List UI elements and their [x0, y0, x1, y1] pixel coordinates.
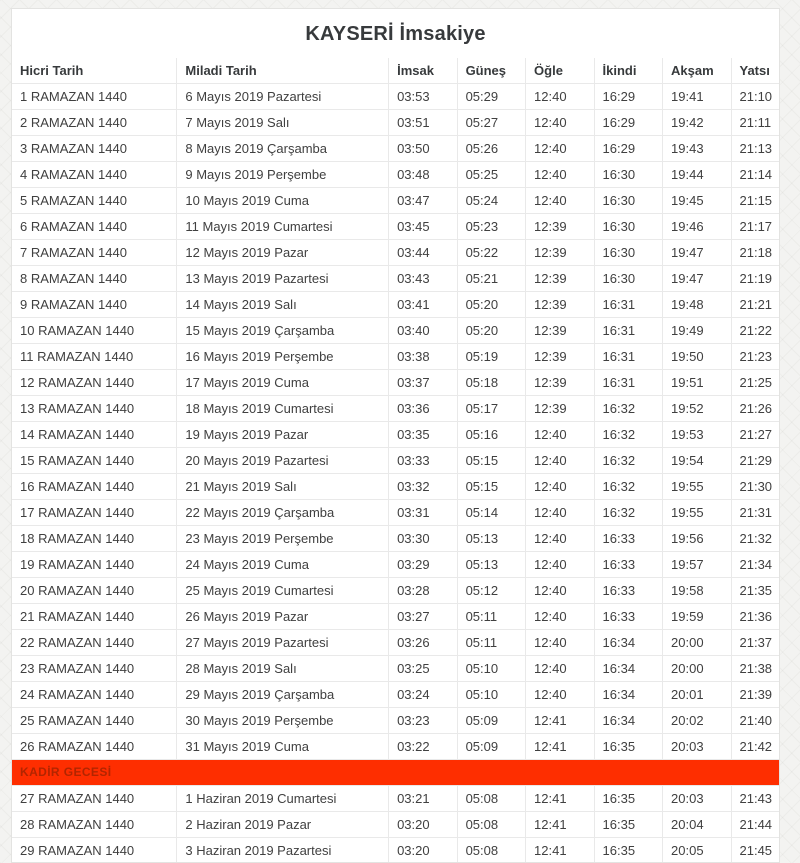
cell-yatsi: 21:11	[731, 110, 779, 136]
table-row	[12, 448, 779, 474]
cell-aksam: 19:42	[663, 110, 731, 136]
cell-ikindi: 16:35	[594, 734, 662, 760]
cell-hicri-tarih: 10 RAMAZAN 1440	[12, 318, 177, 344]
cell-aksam: 19:49	[663, 318, 731, 344]
cell-hicri-tarih: 14 RAMAZAN 1440	[12, 422, 177, 448]
table-row	[12, 318, 779, 344]
column-header-imsak: İmsak	[389, 58, 457, 84]
cell-imsak: 03:40	[389, 318, 457, 344]
cell-hicri-tarih: 17 RAMAZAN 1440	[12, 500, 177, 526]
cell-aksam: 20:03	[663, 734, 731, 760]
cell-ikindi: 16:30	[594, 266, 662, 292]
cell-ikindi: 16:29	[594, 110, 662, 136]
table-row	[12, 292, 779, 318]
cell-yatsi: 21:21	[731, 292, 779, 318]
cell-miladi-tarih: 14 Mayıs 2019 Salı	[177, 292, 389, 318]
cell-aksam: 19:58	[663, 578, 731, 604]
cell-ogle: 12:39	[526, 396, 594, 422]
cell-hicri-tarih: 16 RAMAZAN 1440	[12, 474, 177, 500]
cell-ogle: 12:40	[526, 188, 594, 214]
cell-miladi-tarih: 21 Mayıs 2019 Salı	[177, 474, 389, 500]
cell-miladi-tarih: 16 Mayıs 2019 Perşembe	[177, 344, 389, 370]
cell-ogle: 12:41	[526, 734, 594, 760]
table-row	[12, 656, 779, 682]
cell-aksam: 19:44	[663, 162, 731, 188]
cell-ikindi: 16:35	[594, 838, 662, 863]
cell-ikindi: 16:34	[594, 682, 662, 708]
cell-imsak: 03:51	[389, 110, 457, 136]
cell-imsak: 03:31	[389, 500, 457, 526]
cell-yatsi: 21:40	[731, 708, 779, 734]
cell-aksam: 19:43	[663, 136, 731, 162]
cell-ikindi: 16:30	[594, 240, 662, 266]
cell-yatsi: 21:34	[731, 552, 779, 578]
cell-miladi-tarih: 12 Mayıs 2019 Pazar	[177, 240, 389, 266]
cell-gunes: 05:21	[457, 266, 525, 292]
cell-gunes: 05:12	[457, 578, 525, 604]
cell-gunes: 05:08	[457, 786, 525, 812]
cell-ikindi: 16:29	[594, 84, 662, 110]
cell-gunes: 05:24	[457, 188, 525, 214]
cell-gunes: 05:15	[457, 448, 525, 474]
table-row	[12, 604, 779, 630]
cell-gunes: 05:14	[457, 500, 525, 526]
cell-gunes: 05:20	[457, 292, 525, 318]
column-header-aksam: Akşam	[663, 58, 731, 84]
cell-hicri-tarih: 1 RAMAZAN 1440	[12, 84, 177, 110]
cell-imsak: 03:53	[389, 84, 457, 110]
table-header-row	[12, 58, 779, 84]
cell-ogle: 12:40	[526, 474, 594, 500]
cell-ikindi: 16:32	[594, 474, 662, 500]
cell-imsak: 03:33	[389, 448, 457, 474]
cell-imsak: 03:22	[389, 734, 457, 760]
cell-ogle: 12:39	[526, 240, 594, 266]
cell-imsak: 03:25	[389, 656, 457, 682]
cell-gunes: 05:09	[457, 708, 525, 734]
cell-imsak: 03:37	[389, 370, 457, 396]
cell-hicri-tarih: 3 RAMAZAN 1440	[12, 136, 177, 162]
cell-yatsi: 21:39	[731, 682, 779, 708]
cell-yatsi: 21:37	[731, 630, 779, 656]
cell-gunes: 05:11	[457, 630, 525, 656]
cell-ogle: 12:41	[526, 812, 594, 838]
cell-hicri-tarih: 25 RAMAZAN 1440	[12, 708, 177, 734]
cell-ikindi: 16:32	[594, 422, 662, 448]
cell-imsak: 03:45	[389, 214, 457, 240]
cell-miladi-tarih: 3 Haziran 2019 Pazartesi	[177, 838, 389, 863]
cell-hicri-tarih: 4 RAMAZAN 1440	[12, 162, 177, 188]
cell-imsak: 03:20	[389, 812, 457, 838]
kadir-gecesi-banner-row	[12, 760, 779, 786]
cell-imsak: 03:29	[389, 552, 457, 578]
cell-yatsi: 21:31	[731, 500, 779, 526]
cell-miladi-tarih: 24 Mayıs 2019 Cuma	[177, 552, 389, 578]
column-header-ogle: Öğle	[526, 58, 594, 84]
cell-miladi-tarih: 13 Mayıs 2019 Pazartesi	[177, 266, 389, 292]
cell-yatsi: 21:35	[731, 578, 779, 604]
cell-aksam: 19:46	[663, 214, 731, 240]
cell-gunes: 05:25	[457, 162, 525, 188]
cell-miladi-tarih: 20 Mayıs 2019 Pazartesi	[177, 448, 389, 474]
cell-aksam: 19:41	[663, 84, 731, 110]
cell-yatsi: 21:30	[731, 474, 779, 500]
cell-imsak: 03:35	[389, 422, 457, 448]
cell-yatsi: 21:27	[731, 422, 779, 448]
cell-gunes: 05:10	[457, 682, 525, 708]
cell-ogle: 12:40	[526, 656, 594, 682]
cell-ogle: 12:40	[526, 682, 594, 708]
column-header-gunes: Güneş	[457, 58, 525, 84]
cell-hicri-tarih: 6 RAMAZAN 1440	[12, 214, 177, 240]
table-row	[12, 838, 779, 863]
table-row	[12, 84, 779, 110]
cell-aksam: 19:51	[663, 370, 731, 396]
cell-imsak: 03:47	[389, 188, 457, 214]
cell-yatsi: 21:13	[731, 136, 779, 162]
cell-miladi-tarih: 18 Mayıs 2019 Cumartesi	[177, 396, 389, 422]
cell-yatsi: 21:22	[731, 318, 779, 344]
cell-ogle: 12:41	[526, 708, 594, 734]
table-row	[12, 240, 779, 266]
cell-miladi-tarih: 7 Mayıs 2019 Salı	[177, 110, 389, 136]
cell-ogle: 12:41	[526, 786, 594, 812]
cell-aksam: 19:52	[663, 396, 731, 422]
cell-miladi-tarih: 6 Mayıs 2019 Pazartesi	[177, 84, 389, 110]
table-row	[12, 396, 779, 422]
cell-aksam: 19:48	[663, 292, 731, 318]
cell-miladi-tarih: 15 Mayıs 2019 Çarşamba	[177, 318, 389, 344]
cell-imsak: 03:43	[389, 266, 457, 292]
table-row	[12, 734, 779, 760]
cell-aksam: 19:45	[663, 188, 731, 214]
cell-yatsi: 21:29	[731, 448, 779, 474]
cell-ikindi: 16:35	[594, 812, 662, 838]
table-row	[12, 682, 779, 708]
cell-hicri-tarih: 22 RAMAZAN 1440	[12, 630, 177, 656]
cell-yatsi: 21:25	[731, 370, 779, 396]
cell-aksam: 20:03	[663, 786, 731, 812]
cell-miladi-tarih: 1 Haziran 2019 Cumartesi	[177, 786, 389, 812]
cell-ogle: 12:40	[526, 136, 594, 162]
table-row	[12, 110, 779, 136]
cell-ogle: 12:40	[526, 604, 594, 630]
cell-gunes: 05:11	[457, 604, 525, 630]
cell-imsak: 03:30	[389, 526, 457, 552]
cell-aksam: 20:05	[663, 838, 731, 863]
cell-hicri-tarih: 28 RAMAZAN 1440	[12, 812, 177, 838]
cell-imsak: 03:41	[389, 292, 457, 318]
cell-ogle: 12:39	[526, 266, 594, 292]
table-row	[12, 786, 779, 812]
cell-ikindi: 16:31	[594, 318, 662, 344]
cell-yatsi: 21:14	[731, 162, 779, 188]
cell-imsak: 03:23	[389, 708, 457, 734]
cell-ogle: 12:40	[526, 84, 594, 110]
cell-yatsi: 21:18	[731, 240, 779, 266]
cell-yatsi: 21:10	[731, 84, 779, 110]
cell-ikindi: 16:29	[594, 136, 662, 162]
cell-gunes: 05:13	[457, 526, 525, 552]
cell-ogle: 12:40	[526, 448, 594, 474]
cell-gunes: 05:08	[457, 838, 525, 863]
cell-aksam: 20:00	[663, 630, 731, 656]
cell-ogle: 12:40	[526, 552, 594, 578]
table-row	[12, 526, 779, 552]
cell-imsak: 03:50	[389, 136, 457, 162]
table-row	[12, 578, 779, 604]
cell-ikindi: 16:31	[594, 370, 662, 396]
cell-aksam: 19:47	[663, 240, 731, 266]
table-row	[12, 552, 779, 578]
cell-ogle: 12:40	[526, 162, 594, 188]
cell-gunes: 05:29	[457, 84, 525, 110]
cell-yatsi: 21:23	[731, 344, 779, 370]
table-row	[12, 708, 779, 734]
cell-hicri-tarih: 7 RAMAZAN 1440	[12, 240, 177, 266]
cell-miladi-tarih: 10 Mayıs 2019 Cuma	[177, 188, 389, 214]
cell-hicri-tarih: 2 RAMAZAN 1440	[12, 110, 177, 136]
cell-ikindi: 16:32	[594, 500, 662, 526]
cell-ikindi: 16:33	[594, 578, 662, 604]
cell-gunes: 05:09	[457, 734, 525, 760]
cell-aksam: 19:55	[663, 474, 731, 500]
cell-miladi-tarih: 31 Mayıs 2019 Cuma	[177, 734, 389, 760]
cell-yatsi: 21:44	[731, 812, 779, 838]
cell-ikindi: 16:33	[594, 552, 662, 578]
cell-aksam: 19:55	[663, 500, 731, 526]
cell-miladi-tarih: 25 Mayıs 2019 Cumartesi	[177, 578, 389, 604]
cell-aksam: 20:02	[663, 708, 731, 734]
kadir-gecesi-banner: KADİR GECESİ	[12, 760, 779, 786]
cell-imsak: 03:24	[389, 682, 457, 708]
cell-imsak: 03:27	[389, 604, 457, 630]
cell-hicri-tarih: 13 RAMAZAN 1440	[12, 396, 177, 422]
cell-imsak: 03:20	[389, 838, 457, 863]
cell-aksam: 20:04	[663, 812, 731, 838]
imsakiye-card	[11, 8, 780, 863]
cell-gunes: 05:10	[457, 656, 525, 682]
cell-ogle: 12:39	[526, 344, 594, 370]
table-row	[12, 188, 779, 214]
cell-ogle: 12:40	[526, 422, 594, 448]
column-header-yatsi: Yatsı	[731, 58, 779, 84]
cell-ogle: 12:40	[526, 578, 594, 604]
table-row	[12, 370, 779, 396]
column-header-hicri-tarih: Hicri Tarih	[12, 58, 177, 84]
table-row	[12, 422, 779, 448]
cell-ogle: 12:40	[526, 110, 594, 136]
table-row	[12, 474, 779, 500]
cell-ogle: 12:39	[526, 370, 594, 396]
cell-hicri-tarih: 29 RAMAZAN 1440	[12, 838, 177, 863]
cell-aksam: 20:00	[663, 656, 731, 682]
cell-aksam: 20:01	[663, 682, 731, 708]
cell-hicri-tarih: 27 RAMAZAN 1440	[12, 786, 177, 812]
cell-imsak: 03:38	[389, 344, 457, 370]
cell-gunes: 05:16	[457, 422, 525, 448]
table-row	[12, 500, 779, 526]
cell-miladi-tarih: 28 Mayıs 2019 Salı	[177, 656, 389, 682]
cell-ogle: 12:40	[526, 526, 594, 552]
cell-miladi-tarih: 9 Mayıs 2019 Perşembe	[177, 162, 389, 188]
cell-ikindi: 16:30	[594, 188, 662, 214]
cell-gunes: 05:08	[457, 812, 525, 838]
cell-ogle: 12:39	[526, 214, 594, 240]
imsakiye-table	[12, 58, 779, 863]
cell-hicri-tarih: 24 RAMAZAN 1440	[12, 682, 177, 708]
cell-ogle: 12:39	[526, 318, 594, 344]
cell-yatsi: 21:43	[731, 786, 779, 812]
cell-yatsi: 21:32	[731, 526, 779, 552]
cell-gunes: 05:22	[457, 240, 525, 266]
cell-ikindi: 16:34	[594, 630, 662, 656]
cell-hicri-tarih: 5 RAMAZAN 1440	[12, 188, 177, 214]
cell-ogle: 12:40	[526, 630, 594, 656]
cell-miladi-tarih: 30 Mayıs 2019 Perşembe	[177, 708, 389, 734]
cell-imsak: 03:21	[389, 786, 457, 812]
cell-hicri-tarih: 11 RAMAZAN 1440	[12, 344, 177, 370]
cell-miladi-tarih: 27 Mayıs 2019 Pazartesi	[177, 630, 389, 656]
cell-yatsi: 21:45	[731, 838, 779, 863]
cell-imsak: 03:44	[389, 240, 457, 266]
cell-yatsi: 21:15	[731, 188, 779, 214]
cell-miladi-tarih: 23 Mayıs 2019 Perşembe	[177, 526, 389, 552]
cell-hicri-tarih: 18 RAMAZAN 1440	[12, 526, 177, 552]
cell-miladi-tarih: 29 Mayıs 2019 Çarşamba	[177, 682, 389, 708]
cell-gunes: 05:13	[457, 552, 525, 578]
cell-miladi-tarih: 22 Mayıs 2019 Çarşamba	[177, 500, 389, 526]
column-header-ikindi: İkindi	[594, 58, 662, 84]
cell-ikindi: 16:33	[594, 526, 662, 552]
cell-ikindi: 16:31	[594, 344, 662, 370]
cell-ikindi: 16:30	[594, 162, 662, 188]
cell-hicri-tarih: 19 RAMAZAN 1440	[12, 552, 177, 578]
cell-miladi-tarih: 19 Mayıs 2019 Pazar	[177, 422, 389, 448]
cell-imsak: 03:32	[389, 474, 457, 500]
cell-hicri-tarih: 20 RAMAZAN 1440	[12, 578, 177, 604]
cell-ikindi: 16:32	[594, 448, 662, 474]
cell-hicri-tarih: 26 RAMAZAN 1440	[12, 734, 177, 760]
cell-ikindi: 16:32	[594, 396, 662, 422]
cell-gunes: 05:17	[457, 396, 525, 422]
cell-aksam: 19:50	[663, 344, 731, 370]
cell-yatsi: 21:17	[731, 214, 779, 240]
cell-ikindi: 16:30	[594, 214, 662, 240]
cell-ikindi: 16:34	[594, 656, 662, 682]
cell-gunes: 05:23	[457, 214, 525, 240]
page-title: KAYSERİ İmsakiye	[305, 23, 486, 45]
cell-yatsi: 21:26	[731, 396, 779, 422]
table-row	[12, 812, 779, 838]
cell-miladi-tarih: 17 Mayıs 2019 Cuma	[177, 370, 389, 396]
cell-yatsi: 21:38	[731, 656, 779, 682]
cell-miladi-tarih: 8 Mayıs 2019 Çarşamba	[177, 136, 389, 162]
cell-ogle: 12:40	[526, 500, 594, 526]
table-row	[12, 162, 779, 188]
cell-imsak: 03:48	[389, 162, 457, 188]
cell-hicri-tarih: 15 RAMAZAN 1440	[12, 448, 177, 474]
cell-miladi-tarih: 11 Mayıs 2019 Cumartesi	[177, 214, 389, 240]
cell-aksam: 19:47	[663, 266, 731, 292]
column-header-miladi-tarih: Miladi Tarih	[177, 58, 389, 84]
cell-aksam: 19:59	[663, 604, 731, 630]
cell-yatsi: 21:19	[731, 266, 779, 292]
cell-hicri-tarih: 12 RAMAZAN 1440	[12, 370, 177, 396]
table-row	[12, 630, 779, 656]
cell-hicri-tarih: 23 RAMAZAN 1440	[12, 656, 177, 682]
cell-miladi-tarih: 2 Haziran 2019 Pazar	[177, 812, 389, 838]
cell-imsak: 03:26	[389, 630, 457, 656]
table-header	[12, 58, 779, 84]
table-body	[12, 84, 779, 863]
cell-gunes: 05:20	[457, 318, 525, 344]
cell-ogle: 12:41	[526, 838, 594, 863]
cell-gunes: 05:18	[457, 370, 525, 396]
cell-imsak: 03:28	[389, 578, 457, 604]
table-row	[12, 214, 779, 240]
cell-aksam: 19:54	[663, 448, 731, 474]
cell-ikindi: 16:35	[594, 786, 662, 812]
cell-aksam: 19:53	[663, 422, 731, 448]
cell-imsak: 03:36	[389, 396, 457, 422]
table-row	[12, 136, 779, 162]
cell-yatsi: 21:42	[731, 734, 779, 760]
cell-hicri-tarih: 8 RAMAZAN 1440	[12, 266, 177, 292]
cell-gunes: 05:27	[457, 110, 525, 136]
cell-aksam: 19:57	[663, 552, 731, 578]
cell-gunes: 05:26	[457, 136, 525, 162]
cell-aksam: 19:56	[663, 526, 731, 552]
table-row	[12, 344, 779, 370]
cell-ogle: 12:39	[526, 292, 594, 318]
cell-gunes: 05:15	[457, 474, 525, 500]
cell-ikindi: 16:33	[594, 604, 662, 630]
cell-yatsi: 21:36	[731, 604, 779, 630]
cell-gunes: 05:19	[457, 344, 525, 370]
table-row	[12, 266, 779, 292]
cell-ikindi: 16:34	[594, 708, 662, 734]
cell-hicri-tarih: 9 RAMAZAN 1440	[12, 292, 177, 318]
cell-ikindi: 16:31	[594, 292, 662, 318]
cell-miladi-tarih: 26 Mayıs 2019 Pazar	[177, 604, 389, 630]
cell-hicri-tarih: 21 RAMAZAN 1440	[12, 604, 177, 630]
